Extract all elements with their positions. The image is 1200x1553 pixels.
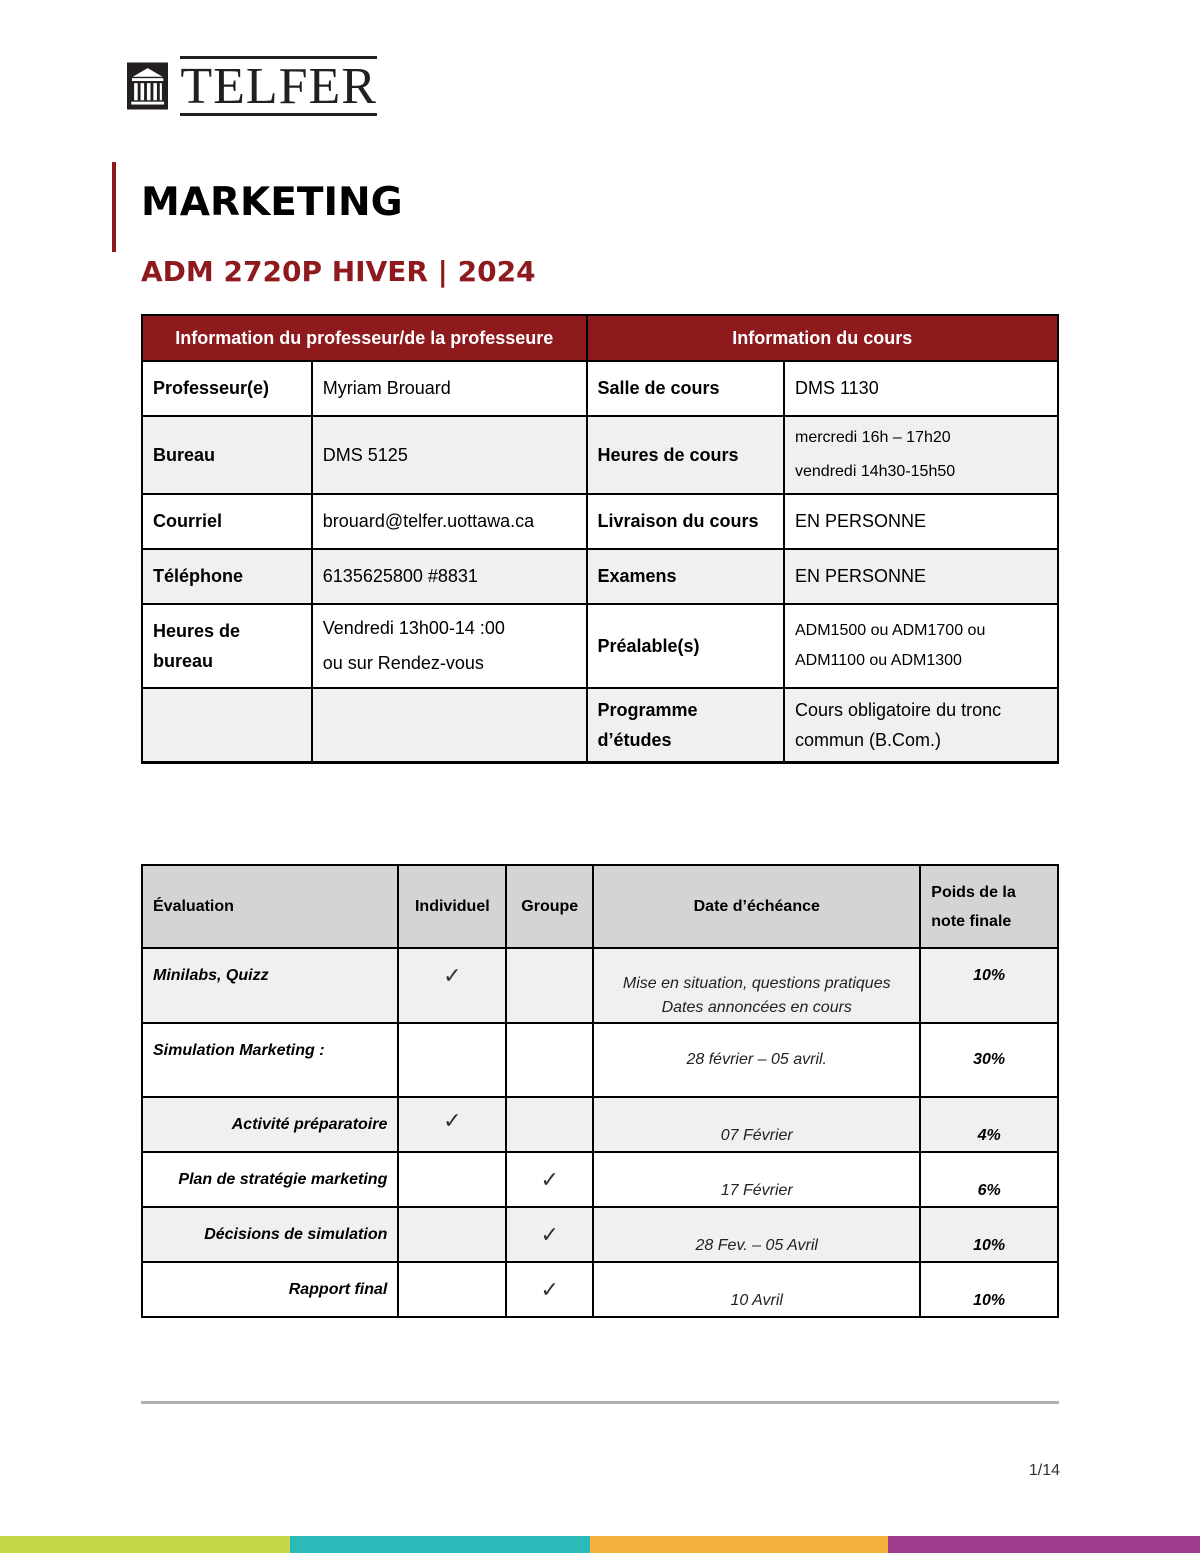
check-icon: ✓ xyxy=(506,1152,593,1207)
table-row xyxy=(142,948,1058,1023)
row-label: Courriel xyxy=(142,494,312,549)
eval-name: Simulation Marketing : xyxy=(142,1023,398,1097)
table-row xyxy=(142,1023,1058,1097)
row-value: Myriam Brouard xyxy=(312,361,587,416)
telfer-logo xyxy=(127,53,377,119)
eval-name: Minilabs, Quizz xyxy=(142,948,398,1023)
row-label xyxy=(142,604,312,688)
color-bar-purple xyxy=(888,1536,1200,1553)
row-value xyxy=(784,604,1058,688)
eval-weight: 6% xyxy=(920,1152,1058,1207)
program-label-1: Programme xyxy=(597,699,698,720)
prereq-2: ADM1100 ou ADM1300 xyxy=(795,652,962,669)
empty-cell xyxy=(398,1152,506,1207)
evaluation-table xyxy=(141,864,1059,1318)
prof-info-header: Information du professeur/de la professeure xyxy=(142,315,587,361)
row-value: EN PERSONNE xyxy=(784,494,1058,549)
empty-cell xyxy=(398,1207,506,1262)
table-row xyxy=(142,416,1058,494)
eval-date xyxy=(593,948,920,1023)
eval-weight: 10% xyxy=(920,1262,1058,1317)
info-table xyxy=(141,314,1059,764)
eval-weight: 4% xyxy=(920,1097,1058,1152)
eval-name: Plan de stratégie marketing xyxy=(142,1152,398,1207)
eval-weight: 30% xyxy=(920,1023,1058,1097)
table-row xyxy=(142,549,1058,604)
office-hours-1: Vendredi 13h00-14 :00 xyxy=(322,618,505,638)
office-hours-2: ou sur Rendez-vous xyxy=(322,653,484,673)
weight-header-1: Poids de la xyxy=(931,883,1016,901)
row-label: Heures de cours xyxy=(587,416,785,494)
eval-date-line-1: Mise en situation, questions pratiques xyxy=(622,975,891,992)
eval-header-group: Groupe xyxy=(506,865,593,948)
title-accent-bar xyxy=(112,162,116,252)
eval-date: 28 février – 05 avril. xyxy=(593,1023,920,1097)
course-info-header: Information du cours xyxy=(587,315,1059,361)
empty-cell xyxy=(398,1023,506,1097)
program-value-1: Cours obligatoire du tronc xyxy=(795,699,1002,720)
table-row xyxy=(142,1152,1058,1207)
row-value: 6135625800 #8831 xyxy=(312,549,587,604)
email-value: brouard@telfer.uottawa.ca xyxy=(312,494,587,549)
empty-cell xyxy=(506,1023,593,1097)
course-subtitle: ADM 2720P HIVER | 2024 xyxy=(141,255,536,288)
eval-header-date: Date d’échéance xyxy=(593,865,920,948)
color-bar-teal xyxy=(290,1536,590,1553)
eval-name: Rapport final xyxy=(142,1262,398,1317)
eval-header-row xyxy=(142,865,1058,948)
course-hours-2: vendredi 14h30-15h50 xyxy=(795,463,956,480)
eval-header-evaluation: Évaluation xyxy=(142,865,398,948)
color-bar-orange xyxy=(590,1536,888,1553)
empty-cell xyxy=(398,1262,506,1317)
row-value: DMS 5125 xyxy=(312,416,587,494)
table-row xyxy=(142,1262,1058,1317)
eval-name: Décisions de simulation xyxy=(142,1207,398,1262)
table-row xyxy=(142,1207,1058,1262)
row-label: Préalable(s) xyxy=(587,604,785,688)
row-label: Examens xyxy=(587,549,785,604)
page-title: MARKETING xyxy=(141,180,403,225)
footer-divider xyxy=(141,1401,1059,1404)
empty-cell xyxy=(506,948,593,1023)
empty-cell xyxy=(142,688,312,762)
color-bar-green xyxy=(0,1536,290,1553)
page-number: 1/14 xyxy=(1028,1462,1060,1479)
eval-weight: 10% xyxy=(920,948,1058,1023)
eval-name: Activité préparatoire xyxy=(142,1097,398,1152)
info-header-row xyxy=(142,315,1058,361)
program-value-2: commun (B.Com.) xyxy=(795,729,942,750)
office-hours-label-2: bureau xyxy=(153,651,214,671)
row-value: DMS 1130 xyxy=(784,361,1058,416)
eval-header-weight xyxy=(920,865,1058,948)
check-icon: ✓ xyxy=(506,1207,593,1262)
row-label: Livraison du cours xyxy=(587,494,785,549)
table-row xyxy=(142,494,1058,549)
table-row xyxy=(142,688,1058,762)
check-icon: ✓ xyxy=(398,1097,506,1152)
course-hours-1: mercredi 16h – 17h20 xyxy=(795,429,951,446)
empty-cell xyxy=(506,1097,593,1152)
table-row xyxy=(142,361,1058,416)
table-row xyxy=(142,1097,1058,1152)
row-label: Bureau xyxy=(142,416,312,494)
row-label: Salle de cours xyxy=(587,361,785,416)
eval-date: 28 Fev. – 05 Avril xyxy=(593,1207,920,1262)
office-hours-label-1: Heures de xyxy=(153,621,241,641)
eval-header-individual: Individuel xyxy=(398,865,506,948)
eval-date: 07 Février xyxy=(593,1097,920,1152)
eval-date: 10 Avril xyxy=(593,1262,920,1317)
weight-header-2: note finale xyxy=(931,912,1012,930)
eval-weight: 10% xyxy=(920,1207,1058,1262)
check-icon: ✓ xyxy=(398,948,506,1023)
row-value xyxy=(784,416,1058,494)
eval-date: 17 Février xyxy=(593,1152,920,1207)
table-row xyxy=(142,604,1058,688)
empty-cell xyxy=(312,688,587,762)
eval-date-line-2: Dates annoncées en cours xyxy=(661,999,852,1016)
row-label: Professeur(e) xyxy=(142,361,312,416)
check-icon: ✓ xyxy=(506,1262,593,1317)
prereq-1: ADM1500 ou ADM1700 ou xyxy=(795,622,986,639)
program-label-2: d’études xyxy=(597,729,672,750)
logo-wordmark: TELFER xyxy=(180,58,377,115)
row-label: Téléphone xyxy=(142,549,312,604)
building-icon xyxy=(127,53,168,119)
row-label xyxy=(587,688,785,762)
row-value xyxy=(784,688,1058,762)
row-value: EN PERSONNE xyxy=(784,549,1058,604)
row-value xyxy=(312,604,587,688)
